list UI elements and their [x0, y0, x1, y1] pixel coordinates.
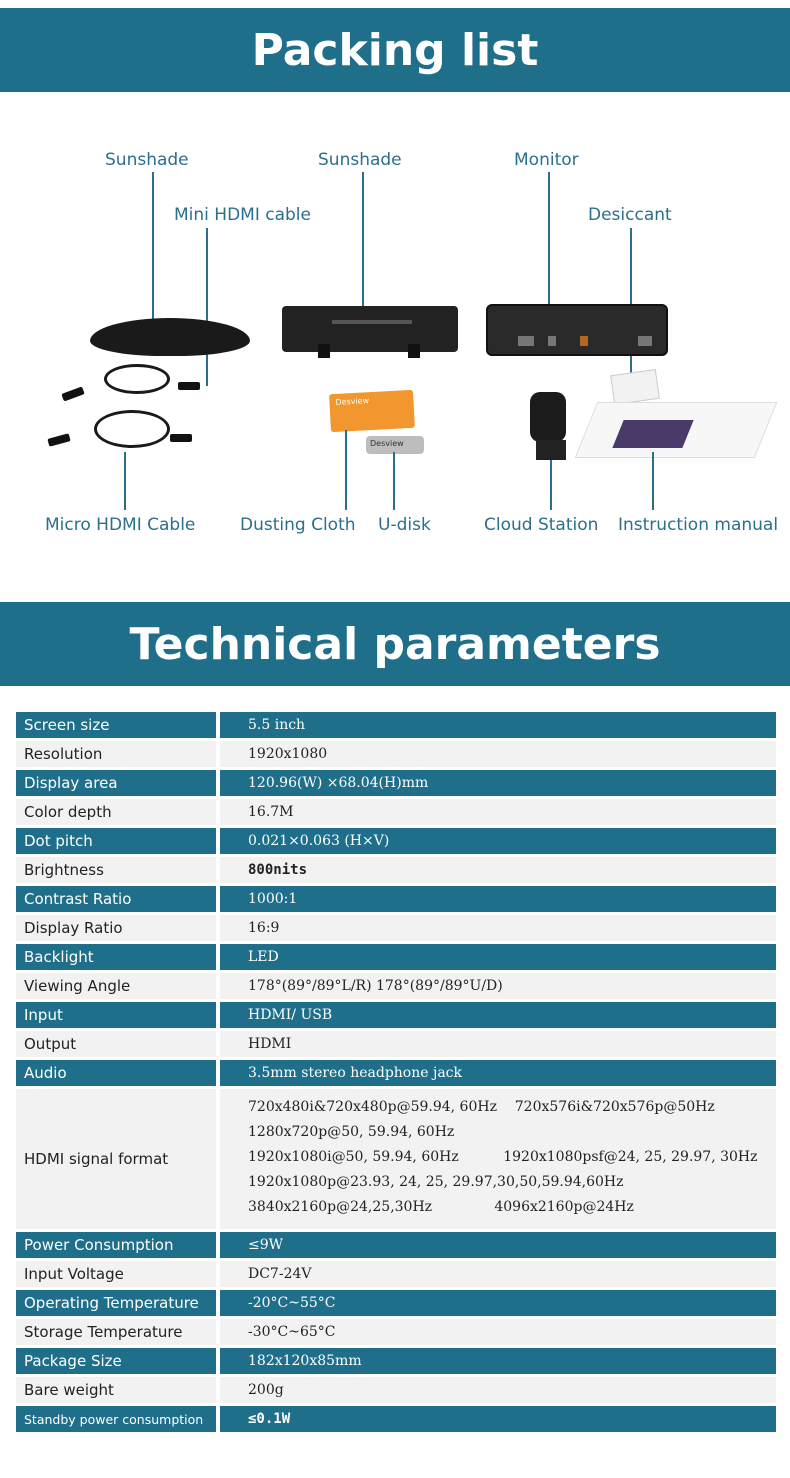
tech-params-table [16, 712, 776, 1435]
label-monitor: Monitor [514, 150, 579, 170]
cloth-brand: Desview [335, 396, 370, 407]
leader-cloud-station [550, 460, 552, 510]
param-label: Dot pitch [16, 828, 216, 854]
cloud-station-base [536, 440, 566, 460]
param-value-multiline [220, 1089, 776, 1229]
packing-list-banner [0, 8, 790, 92]
leader-dusting-cloth [345, 430, 347, 510]
tech-params-title: Technical parameters [129, 618, 661, 670]
param-label: Bare weight [16, 1377, 216, 1403]
tech-params-banner [0, 602, 790, 686]
mini-hdmi-cable-image [104, 364, 170, 394]
param-value: 5.5 inch [220, 712, 776, 738]
packing-list-title: Packing list [251, 24, 539, 76]
param-label: HDMI signal format [16, 1089, 216, 1229]
table-row [16, 1377, 776, 1403]
leader-instruction-manual [652, 452, 654, 510]
label-udisk: U-disk [378, 515, 431, 535]
hdmi-format-line: 1280x720p@50, 59.94, 60Hz [248, 1124, 455, 1140]
mini-hdmi-plug-a [61, 386, 84, 401]
param-value: 120.96(W) ×68.04(H)mm [220, 770, 776, 796]
leader-sunshade-hood [362, 172, 364, 322]
table-row [16, 1406, 776, 1432]
table-row [16, 1232, 776, 1258]
udisk-brand: Desview [370, 439, 404, 448]
micro-hdmi-cable-image [94, 410, 170, 448]
table-row [16, 712, 776, 738]
param-label: Contrast Ratio [16, 886, 216, 912]
table-row [16, 973, 776, 999]
table-row [16, 1002, 776, 1028]
hood-foot-right [408, 344, 420, 358]
param-label: Input Voltage [16, 1261, 216, 1287]
table-row [16, 741, 776, 767]
param-label: Audio [16, 1060, 216, 1086]
table-row [16, 1031, 776, 1057]
micro-hdmi-plug-b [170, 434, 192, 442]
sunshade-pouch-image [90, 318, 250, 356]
cloud-station-image [530, 392, 566, 442]
param-value: 200g [220, 1377, 776, 1403]
param-value: ≤0.1W [220, 1406, 776, 1432]
leader-udisk [393, 452, 395, 510]
label-sunshade-hood: Sunshade [318, 150, 402, 170]
label-sunshade-pouch: Sunshade [105, 150, 189, 170]
manual-monitor-photo [612, 420, 693, 448]
table-row [16, 828, 776, 854]
monitor-image [486, 304, 668, 356]
table-row [16, 770, 776, 796]
table-row [16, 915, 776, 941]
param-label: Resolution [16, 741, 216, 767]
param-label: Operating Temperature [16, 1290, 216, 1316]
label-mini-hdmi: Mini HDMI cable [174, 205, 311, 225]
table-row [16, 1348, 776, 1374]
table-row [16, 944, 776, 970]
param-label: Input [16, 1002, 216, 1028]
param-label: Backlight [16, 944, 216, 970]
param-label: Display Ratio [16, 915, 216, 941]
hdmi-format-line: 3840x2160p@24,25,30Hz 4096x2160p@24Hz [248, 1199, 634, 1215]
label-instruction-manual: Instruction manual [618, 515, 779, 535]
mini-hdmi-plug-b [178, 382, 200, 390]
param-value: -30°C~65°C [220, 1319, 776, 1345]
label-desiccant: Desiccant [588, 205, 672, 225]
param-label: Viewing Angle [16, 973, 216, 999]
dusting-cloth-image [329, 390, 415, 432]
param-value: -20°C~55°C [220, 1290, 776, 1316]
param-value: HDMI [220, 1031, 776, 1057]
param-value: 16:9 [220, 915, 776, 941]
param-value: 1000:1 [220, 886, 776, 912]
leader-micro-hdmi [124, 452, 126, 510]
param-value: 0.021×0.063 (H×V) [220, 828, 776, 854]
param-label: Storage Temperature [16, 1319, 216, 1345]
table-row [16, 857, 776, 883]
label-dusting-cloth: Dusting Cloth [240, 515, 356, 535]
param-value: 178°(89°/89°L/R) 178°(89°/89°U/D) [220, 973, 776, 999]
table-row [16, 1290, 776, 1316]
param-label: Standby power consumption [16, 1406, 216, 1432]
table-row [16, 1089, 776, 1229]
label-micro-hdmi: Micro HDMI Cable [45, 515, 196, 535]
micro-hdmi-plug-a [47, 433, 70, 446]
hdmi-format-line: 720x480i&720x480p@59.94, 60Hz 720x576i&720x576p@50Hz [248, 1099, 715, 1115]
param-value: 16.7M [220, 799, 776, 825]
leader-mini-hdmi [206, 228, 208, 386]
param-label: Brightness [16, 857, 216, 883]
param-value: 3.5mm stereo headphone jack [220, 1060, 776, 1086]
hdmi-format-line: 1920x1080i@50, 59.94, 60Hz 1920x1080psf@24, 25, 29.97, 30Hz [248, 1149, 758, 1165]
param-value: ≤9W [220, 1232, 776, 1258]
table-row [16, 1261, 776, 1287]
param-label: Package Size [16, 1348, 216, 1374]
table-row [16, 886, 776, 912]
param-label: Screen size [16, 712, 216, 738]
param-value: DC7-24V [220, 1261, 776, 1287]
leader-sunshade-pouch [152, 172, 154, 322]
param-value: 1920x1080 [220, 741, 776, 767]
table-row [16, 799, 776, 825]
param-value: 800nits [220, 857, 776, 883]
hdmi-format-line: 1920x1080p@23.93, 24, 25, 29.97,30,50,59.94,60Hz [248, 1174, 624, 1190]
udisk-image [366, 436, 424, 454]
param-label: Power Consumption [16, 1232, 216, 1258]
hood-foot-left [318, 344, 330, 358]
desiccant-image [610, 369, 660, 405]
label-cloud-station: Cloud Station [484, 515, 599, 535]
param-label: Output [16, 1031, 216, 1057]
param-value: LED [220, 944, 776, 970]
param-label: Display area [16, 770, 216, 796]
leader-monitor [548, 172, 550, 322]
param-value: 182x120x85mm [220, 1348, 776, 1374]
table-row [16, 1319, 776, 1345]
param-label: Color depth [16, 799, 216, 825]
table-row [16, 1060, 776, 1086]
param-value: HDMI/ USB [220, 1002, 776, 1028]
sunshade-hood-image [282, 306, 458, 352]
